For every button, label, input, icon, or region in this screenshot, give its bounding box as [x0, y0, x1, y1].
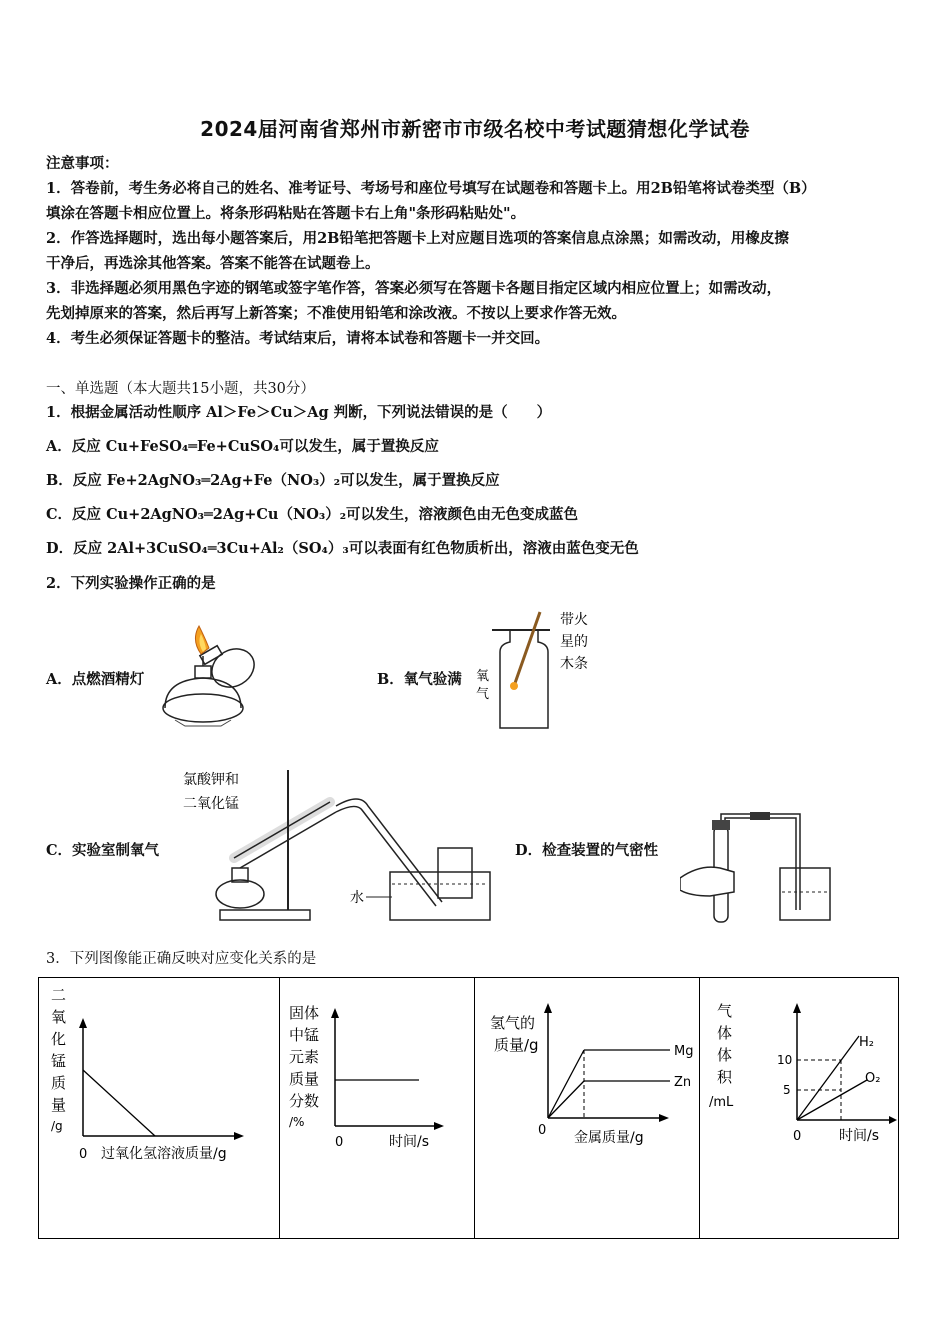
label-gas-line1: 氧: [476, 669, 490, 684]
g4-ylabel: /mL: [709, 1095, 734, 1110]
question-2-option-b: B．氧气验满: [377, 671, 462, 688]
question-2-option-a: A．点燃酒精灯: [46, 671, 145, 688]
notice-line: 填涂在答题卡相应位置上。将条形码粘贴在答题卡右上角"条形码粘贴处"。: [46, 205, 526, 222]
g3-series-mg: Mg: [674, 1044, 694, 1059]
label-stick-line2: 星的: [560, 634, 588, 650]
question-2-option-c: C．实验室制氧气: [46, 842, 160, 859]
g3-series-zn: Zn: [674, 1075, 692, 1090]
label-gas-line2: 气: [476, 687, 490, 702]
label-reagent-line1: 氯酸钾和: [183, 772, 239, 788]
g4-series-h2: H₂: [859, 1035, 874, 1050]
label-stick-line3: 木条: [560, 656, 588, 672]
question-1-stem: 1．根据金属活动性顺序 Al＞Fe＞Cu＞Ag 判断，下列说法错误的是（ ）: [46, 404, 552, 421]
g2-xlabel: 时间/s: [389, 1134, 430, 1150]
label-stick-line1: 带火: [560, 612, 588, 628]
g4-tick-10: 10: [777, 1053, 793, 1067]
notice-line: 1．答卷前，考生务必将自己的姓名、准考证号、考场号和座位号填写在试题卷和答题卡上。用2B铅笔将试卷类型（B）: [46, 180, 816, 197]
notice-line: 4．考生必须保证答题卡的整洁。考试结束后，请将本试卷和答题卡一并交回。: [46, 330, 550, 347]
graph-2: [279, 978, 474, 1238]
g4-ylabel: 气: [717, 1002, 733, 1020]
notice-heading: 注意事项：: [46, 155, 119, 172]
question-2-option-d: D．检查装置的气密性: [515, 842, 659, 859]
g4-ylabel: 积: [717, 1068, 733, 1086]
g1-ylabel: 化: [51, 1030, 67, 1048]
graph-4: [699, 978, 898, 1238]
g1-origin: 0: [79, 1147, 88, 1162]
g2-ylabel: 分数: [289, 1092, 320, 1110]
g3-xlabel: 金属质量/g: [574, 1130, 644, 1146]
g4-ylabel: 体: [717, 1024, 733, 1042]
g1-ylabel: 氧: [51, 1008, 67, 1026]
question-1-option-a: A．反应 Cu+FeSO₄═Fe+CuSO₄可以发生，属于置换反应: [46, 438, 439, 455]
label-water: 水: [350, 890, 364, 906]
alcohol-lamp-illustration: [155, 620, 265, 730]
g2-ylabel: 中锰: [289, 1026, 320, 1044]
g4-origin: 0: [793, 1129, 802, 1144]
g4-tick-5: 5: [783, 1083, 791, 1097]
notice-line: 2．作答选择题时，选出每小题答案后，用2B铅笔把答题卡上对应题目选项的答案信息点涂黑；如需改动，用橡皮擦: [46, 230, 789, 247]
g2-origin: 0: [335, 1135, 344, 1150]
notice-line: 干净后，再选涂其他答案。答案不能答在试题卷上。: [46, 255, 380, 272]
g1-ylabel: 锰: [51, 1052, 67, 1070]
label-reagent-line2: 二氧化锰: [183, 796, 239, 812]
oxygen-preparation-illustration: [180, 762, 500, 927]
g1-ylabel: 量: [51, 1096, 67, 1114]
graph-1: [39, 978, 279, 1238]
g3-origin: 0: [538, 1123, 547, 1138]
question-1-option-b: B．反应 Fe+2AgNO₃═2Ag+Fe（NO₃）₂可以发生，属于置换反应: [46, 472, 500, 489]
g2-ylabel: 质量: [289, 1070, 320, 1088]
graph-3: [474, 978, 699, 1238]
oxygen-test-illustration: [470, 610, 610, 735]
g3-ylabel: 氢气的: [490, 1014, 536, 1032]
notice-line: 3．非选择题必须用黑色字迹的钢笔或签字笔作答，答案必须写在答题卡各题目指定区域内相应位置上；如需改动，: [46, 280, 782, 297]
graphs-table: [38, 977, 899, 1239]
g1-xlabel: 过氧化氢溶液质量/g: [101, 1146, 227, 1162]
question-3-stem: 3．下列图像能正确反映对应变化关系的是: [46, 951, 317, 967]
section-heading: 一、单选题（本大题共15小题，共30分）: [46, 381, 315, 397]
g4-ylabel: 体: [717, 1046, 733, 1064]
g2-ylabel: /%: [289, 1115, 305, 1129]
g2-ylabel: 固体: [289, 1004, 320, 1022]
g1-ylabel: /g: [51, 1119, 63, 1133]
g1-ylabel: 质: [51, 1074, 67, 1092]
g2-ylabel: 元素: [289, 1048, 320, 1066]
question-2-stem: 2．下列实验操作正确的是: [46, 575, 216, 592]
g4-series-o2: O₂: [865, 1071, 881, 1086]
airtightness-check-illustration: [680, 812, 840, 927]
g1-ylabel: 二: [51, 986, 67, 1004]
page-title: 2024届河南省郑州市新密市市级名校中考试题猜想化学试卷: [200, 117, 750, 141]
g3-ylabel: 质量/g: [494, 1036, 539, 1054]
question-1-option-c: C．反应 Cu+2AgNO₃═2Ag+Cu（NO₃）₂可以发生，溶液颜色由无色变成蓝色: [46, 506, 579, 523]
notice-line: 先划掉原来的答案，然后再写上新答案；不准使用铅笔和涂改液。不按以上要求作答无效。: [46, 305, 626, 322]
g4-xlabel: 时间/s: [839, 1128, 880, 1144]
question-1-option-d: D．反应 2Al+3CuSO₄═3Cu+Al₂（SO₄）₃可以表面有红色物质析出，溶液由蓝色变无色: [46, 540, 639, 557]
